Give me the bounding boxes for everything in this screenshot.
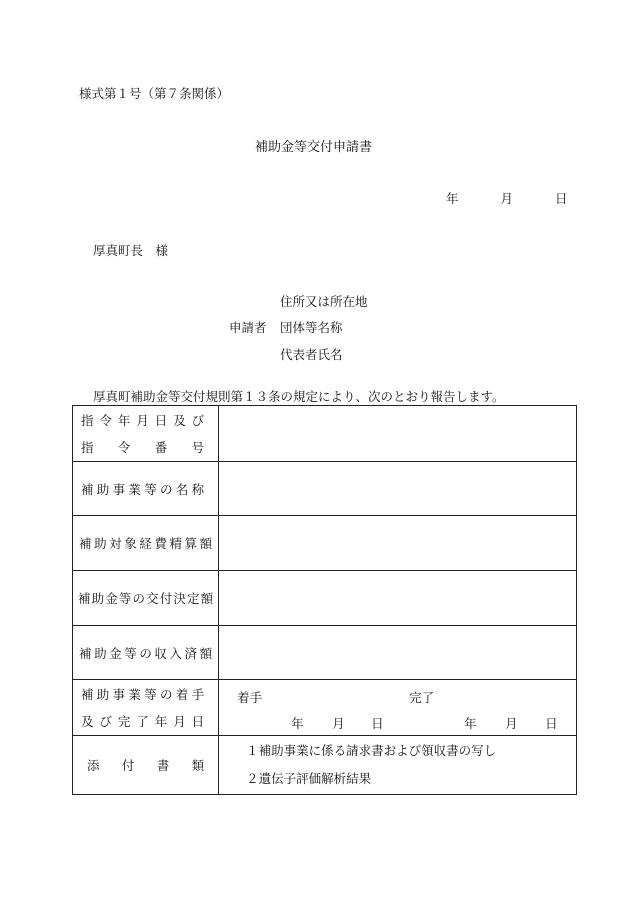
start-end-date-field[interactable] — [219, 680, 577, 736]
table-row — [73, 462, 577, 516]
label-char: 令 — [117, 440, 131, 455]
label-char: 額 — [199, 645, 213, 661]
label-char: 月 — [173, 714, 186, 729]
label-char: 及 — [81, 714, 94, 729]
attachment-item: ２遺伝子評価解析結果 — [246, 771, 372, 786]
label-char: 業 — [128, 481, 141, 497]
label-char: 費 — [154, 536, 167, 551]
label-char: 年 — [154, 714, 168, 729]
label-char: 補 — [79, 645, 92, 661]
label-char: 決 — [173, 591, 186, 606]
address-label: 住所又は所在地 — [280, 294, 368, 309]
document-title: 補助金等交付申請書 — [255, 140, 373, 155]
label-char: 補 — [79, 536, 92, 551]
applicant-label: 申請者 — [229, 320, 267, 335]
table-row — [73, 571, 577, 626]
table-row — [73, 516, 577, 571]
label-char: 額 — [199, 536, 213, 551]
label-char: の — [159, 687, 173, 702]
label-char: 助 — [96, 687, 110, 702]
label-char: 交 — [146, 591, 159, 606]
addressee: 厚真町長 様 — [93, 243, 169, 258]
label-char: 日 — [154, 413, 168, 428]
label-char: 等 — [124, 645, 137, 661]
decided-amount-field[interactable] — [219, 571, 577, 626]
label-char: 事 — [112, 481, 126, 497]
start-month: 月 — [332, 715, 345, 731]
label-char: 番 — [154, 440, 168, 455]
row-label-attachments — [73, 736, 219, 795]
label-char: 書 — [156, 758, 170, 773]
label-char: 助 — [91, 591, 105, 606]
end-month: 月 — [505, 715, 518, 731]
label-char: 指 — [81, 440, 94, 455]
row-label-received-amount — [73, 626, 219, 680]
order-date-field[interactable] — [219, 406, 577, 462]
row-label-order-date — [73, 406, 219, 462]
label-char: 定 — [187, 591, 200, 606]
label-char: 事 — [112, 687, 126, 702]
label-line — [73, 644, 218, 662]
label-line — [73, 756, 218, 774]
label-char: 額 — [200, 591, 214, 606]
end-year: 年 — [464, 715, 477, 731]
start-year: 年 — [291, 715, 304, 731]
label-line — [73, 708, 218, 735]
label-char: 添 — [87, 758, 100, 773]
table-row — [73, 406, 577, 462]
label-char: 助 — [96, 481, 110, 497]
label-char: 対 — [109, 536, 122, 551]
label-char: 類 — [191, 758, 205, 773]
date-year: 年 — [446, 191, 459, 206]
label-char: 金 — [105, 591, 118, 606]
dates-area — [219, 682, 576, 734]
date-day: 日 — [554, 191, 568, 206]
label-char: 月 — [136, 413, 149, 428]
end-day: 日 — [545, 715, 558, 731]
label-char: 算 — [184, 536, 198, 551]
label-line — [73, 480, 218, 498]
row-label-start-end-date — [73, 680, 219, 736]
label-char: 助 — [94, 536, 107, 551]
attachments-field[interactable] — [219, 736, 577, 795]
row-label-decided-amount — [73, 571, 219, 626]
label-char: 済 — [184, 645, 198, 661]
label-char: 付 — [121, 758, 135, 773]
label-char: 着 — [175, 687, 189, 702]
label-char: 日 — [191, 714, 205, 729]
label-char: 了 — [136, 714, 149, 729]
intro-text: 厚真町補助金等交付規則第１３条の規定により、次のとおり報告します。 — [93, 389, 505, 404]
label-char: び — [191, 413, 205, 428]
settled-cost-field[interactable] — [219, 516, 577, 571]
label-char: 入 — [169, 645, 182, 661]
label-char: 及 — [173, 413, 186, 428]
label-char: 象 — [124, 536, 137, 551]
label-char: 手 — [191, 687, 205, 702]
label-char: 完 — [117, 714, 131, 729]
attachment-item: １補助事業に係る請求書および領収書の写し — [246, 743, 497, 758]
table-row — [73, 680, 577, 736]
label-char: 精 — [169, 536, 182, 551]
label-char: び — [99, 714, 112, 729]
label-char: 収 — [154, 645, 167, 661]
label-char: 補 — [81, 687, 94, 702]
label-line — [73, 589, 218, 607]
label-char: 補 — [81, 481, 94, 497]
label-char: 等 — [118, 591, 132, 606]
organization-label: 団体等名称 — [280, 320, 343, 335]
label-line — [73, 681, 218, 708]
row-label-project-name — [73, 462, 219, 516]
label-char: 助 — [94, 645, 107, 661]
label-char: 指 — [81, 413, 94, 428]
label-char: 称 — [191, 481, 205, 497]
form-number: 様式第１号（第７条関係） — [79, 86, 230, 101]
project-name-field[interactable] — [219, 462, 577, 516]
label-char: 名 — [175, 481, 189, 497]
label-char: 号 — [191, 440, 205, 455]
label-char: の — [159, 481, 173, 497]
label-char: 等 — [144, 481, 157, 497]
label-char: 業 — [128, 687, 141, 702]
label-char: 等 — [144, 687, 157, 702]
date-line — [446, 189, 567, 207]
label-char: 年 — [117, 413, 131, 428]
label-line — [73, 434, 218, 461]
representative-label: 代表者氏名 — [280, 347, 343, 362]
label-char: 補 — [78, 591, 91, 606]
date-month: 月 — [500, 191, 513, 206]
received-amount-field[interactable] — [219, 626, 577, 680]
label-char: 金 — [109, 645, 122, 661]
label-char: の — [132, 591, 146, 606]
label-line — [73, 407, 218, 434]
label-char: 経 — [139, 536, 152, 551]
label-char: 付 — [159, 591, 173, 606]
start-label: 着手 — [237, 689, 263, 705]
label-line — [73, 534, 218, 552]
table-row — [73, 736, 577, 795]
end-label: 完了 — [409, 689, 435, 705]
report-table — [72, 405, 577, 795]
table-row — [73, 626, 577, 680]
label-char: の — [139, 645, 152, 661]
start-day: 日 — [371, 715, 384, 731]
row-label-settled-cost — [73, 516, 219, 571]
label-char: 令 — [99, 413, 112, 428]
